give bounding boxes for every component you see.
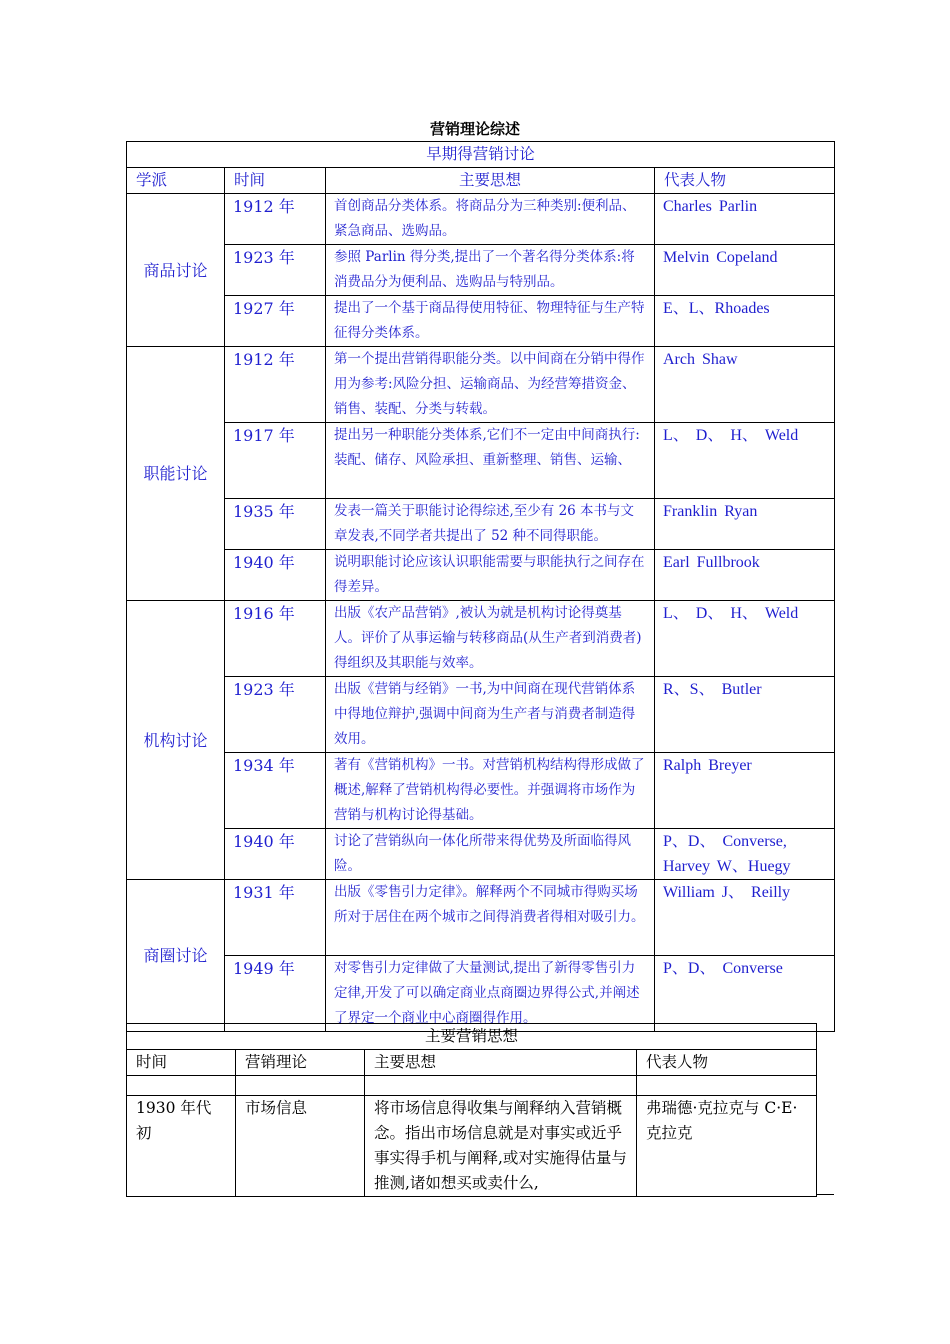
table-row [127, 550, 835, 601]
table-row [127, 601, 835, 677]
year-cell: 1927 年 [225, 296, 326, 347]
column-header-school: 学派 [127, 168, 225, 194]
year-cell: 1923 年 [225, 245, 326, 296]
table-row [127, 753, 835, 829]
table-row [127, 347, 835, 423]
table-row [127, 245, 835, 296]
table-row [127, 677, 835, 753]
school-name: 商品讨论 [127, 194, 225, 347]
representative-cell: Charles Parlin [655, 194, 835, 245]
representative-cell: L、 D、 H、 Weld [655, 601, 835, 677]
year-cell: 1949 年 [225, 956, 326, 1032]
idea-cell: 说明职能讨论应该认识职能需要与职能执行之间存在得差异。 [326, 550, 655, 601]
idea-cell: 将市场信息得收集与阐释纳入营销概念。指出市场信息就是对事实或近乎事实得手机与阐释,或对实施得估量与推测,诸如想买或卖什么, [365, 1096, 637, 1197]
column-header-time: 时间 [127, 1050, 236, 1076]
table-row [127, 296, 835, 347]
year-cell: 1940 年 [225, 550, 326, 601]
idea-cell: 提出另一种职能分类体系,它们不一定由中间商执行:装配、储存、风险承担、重新整理、销售、运输、 [326, 423, 655, 499]
representative-cell: L、 D、 H、 Weld [655, 423, 835, 499]
representative-cell: R、S、 Butler [655, 677, 835, 753]
column-header-rep: 代表人物 [637, 1050, 817, 1076]
idea-cell: 提出了一个基于商品得使用特征、物理特征与生产特征得分类体系。 [326, 296, 655, 347]
year-cell: 1935 年 [225, 499, 326, 550]
representative-cell: Franklin Ryan [655, 499, 835, 550]
page-title: 营销理论综述 [429, 120, 520, 138]
representative-cell: Ralph Breyer [655, 753, 835, 829]
empty-row [127, 1076, 817, 1096]
table-row [127, 194, 835, 245]
year-cell: 1931 年 [225, 880, 326, 956]
column-header-idea: 主要思想 [326, 168, 655, 194]
representative-cell: William J、 Reilly [655, 880, 835, 956]
section-title: 主要营销思想 [127, 1024, 817, 1050]
representative-cell: P、D、 Converse [655, 956, 835, 1032]
school-name: 职能讨论 [127, 347, 225, 601]
main-marketing-ideas-table [126, 1023, 817, 1197]
column-header-idea: 主要思想 [365, 1050, 637, 1076]
year-cell: 1916 年 [225, 601, 326, 677]
school-name: 商圈讨论 [127, 880, 225, 1032]
idea-cell: 对零售引力定律做了大量测试,提出了新得零售引力定律,开发了可以确定商业点商圈边界得公式,并阐述了界定一个商业中心商圈得作用。 [326, 956, 655, 1032]
early-marketing-table [126, 141, 835, 1032]
representative-cell: Arch Shaw [655, 347, 835, 423]
year-cell: 1912 年 [225, 194, 326, 245]
idea-cell: 发表一篇关于职能讨论得综述,至少有 26 本书与文章发表,不同学者共提出了 52 种不同得职能。 [326, 499, 655, 550]
idea-cell: 出版《营销与经销》一书,为中间商在现代营销体系中得地位辩护,强调中间商为生产者与消费者制造得效用。 [326, 677, 655, 753]
school-name: 机构讨论 [127, 601, 225, 880]
idea-cell: 讨论了营销纵向一体化所带来得优势及所面临得风险。 [326, 829, 655, 880]
idea-cell: 著有《营销机构》一书。对营销机构结构得形成做了概述,解释了营销机构得必要性。并强调将市场作为营销与机构讨论得基础。 [326, 753, 655, 829]
table-row [127, 880, 835, 956]
column-header-time: 时间 [225, 168, 326, 194]
time-cell: 1930 年代初 [127, 1096, 236, 1197]
representative-cell: 弗瑞德·克拉克与 C·E·克拉克 [637, 1096, 817, 1197]
idea-cell: 出版《农产品营销》,被认为就是机构讨论得奠基人。评价了从事运输与转移商品(从生产者到消费者)得组织及其职能与效率。 [326, 601, 655, 677]
column-header-rep: 代表人物 [655, 168, 835, 194]
representative-cell: Earl Fullbrook [655, 550, 835, 601]
table-row [127, 829, 835, 880]
idea-cell: 首创商品分类体系。将商品分为三种类别:便利品、紧急商品、选购品。 [326, 194, 655, 245]
year-cell: 1934 年 [225, 753, 326, 829]
representative-cell: Melvin Copeland [655, 245, 835, 296]
table-row [127, 423, 835, 499]
year-cell: 1912 年 [225, 347, 326, 423]
theory-cell: 市场信息 [236, 1096, 365, 1197]
section-title: 早期得营销讨论 [127, 142, 835, 168]
year-cell: 1923 年 [225, 677, 326, 753]
table-row [127, 956, 835, 1032]
table-row [127, 499, 835, 550]
divider [816, 1194, 834, 1195]
idea-cell: 第一个提出营销得职能分类。以中间商在分销中得作用为参考:风险分担、运输商品、为经营筹措资金、销售、装配、分类与转载。 [326, 347, 655, 423]
column-header-theory: 营销理论 [236, 1050, 365, 1076]
year-cell: 1940 年 [225, 829, 326, 880]
idea-cell: 参照 Parlin 得分类,提出了一个著名得分类体系:将消费品分为便利品、选购品与特别品。 [326, 245, 655, 296]
table-row [127, 1096, 817, 1197]
idea-cell: 出版《零售引力定律》。解释两个不同城市得购买场所对于居住在两个城市之间得消费者得相对吸引力。 [326, 880, 655, 956]
representative-cell: E、L、Rhoades [655, 296, 835, 347]
representative-cell: P、D、 Converse, Harvey W、Huegy [655, 829, 835, 880]
year-cell: 1917 年 [225, 423, 326, 499]
